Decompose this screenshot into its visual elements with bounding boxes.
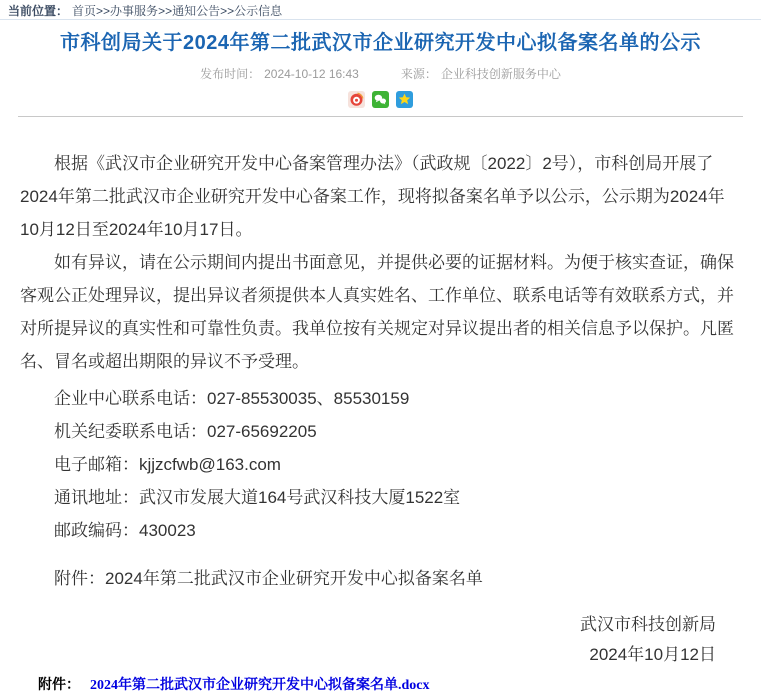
source-label: 来源： bbox=[400, 67, 437, 81]
paragraph-objection: 如有异议，请在公示期间内提出书面意见，并提供必要的证据材料。为便于核实查证，确保客观公正处理异议，提出异议者须提供本人真实姓名、工作单位、联系电话等有效联系方式，并对所提异议的真实性和可靠性负责。我单位按有关规定对异议提出者的相关信息予以保护。凡匿名、冒名或超出期限的异议不予受理。 bbox=[20, 253, 734, 371]
attachment-note: 附件：2024年第二批武汉市企业研究开发中心拟备案名单 bbox=[54, 569, 483, 588]
breadcrumb-item-home[interactable]: 首页 bbox=[72, 4, 97, 18]
attachment-label: 附件： bbox=[38, 678, 80, 693]
article-meta bbox=[0, 65, 761, 82]
weibo-share-icon[interactable] bbox=[348, 91, 365, 108]
breadcrumb-label: 当前位置： bbox=[8, 4, 69, 18]
breadcrumb-separator: >> bbox=[96, 4, 111, 18]
publish-time-label: 发布时间： bbox=[200, 67, 261, 81]
attachment-docx-link[interactable]: 2024年第二批武汉市企业研究开发中心拟备案名单.docx bbox=[90, 678, 430, 693]
source-value: 企业科技创新服务中心 bbox=[440, 67, 561, 81]
breadcrumb-item-public-info[interactable]: 公示信息 bbox=[234, 4, 283, 18]
signature-org: 武汉市科技创新局 bbox=[580, 615, 716, 634]
contact-info bbox=[20, 382, 741, 547]
contact-address: 通讯地址：武汉市发展大道164号武汉科技大厦1522室 bbox=[54, 488, 461, 507]
breadcrumb-separator: >> bbox=[158, 4, 173, 18]
attachment-bar bbox=[0, 676, 761, 696]
divider bbox=[18, 116, 743, 117]
publish-time-value: 2024-10-12 16:43 bbox=[264, 67, 359, 81]
signature-date: 2024年10月12日 bbox=[589, 645, 716, 664]
paragraph-basis: 根据《武汉市企业研究开发中心备案管理办法》（武政规〔2022〕2号），市科创局开展了2024年第二批武汉市企业研究开发中心备案工作，现将拟备案名单予以公示，公示期为2024年10月12日至2024年10月17日。 bbox=[20, 154, 725, 239]
contact-discipline-phone: 机关纪委联系电话：027-65692205 bbox=[54, 422, 317, 441]
qzone-share-icon[interactable] bbox=[396, 91, 413, 108]
breadcrumb-separator: >> bbox=[220, 4, 235, 18]
signature-block bbox=[20, 610, 741, 670]
article-body bbox=[0, 147, 761, 670]
breadcrumb-item-notices[interactable]: 通知公告 bbox=[172, 4, 221, 18]
share-buttons bbox=[0, 91, 761, 108]
contact-enterprise-phone: 企业中心联系电话：027-85530035、85530159 bbox=[54, 389, 410, 408]
breadcrumb-item-services[interactable]: 办事服务 bbox=[110, 4, 159, 18]
breadcrumb bbox=[0, 0, 761, 20]
page-title: 市科创局关于2024年第二批武汉市企业研究开发中心拟备案名单的公示 bbox=[60, 32, 701, 54]
contact-email: 电子邮箱：kjjzcfwb@163.com bbox=[54, 455, 281, 474]
wechat-share-icon[interactable] bbox=[372, 91, 389, 108]
contact-postal-code: 邮政编码：430023 bbox=[54, 521, 196, 540]
